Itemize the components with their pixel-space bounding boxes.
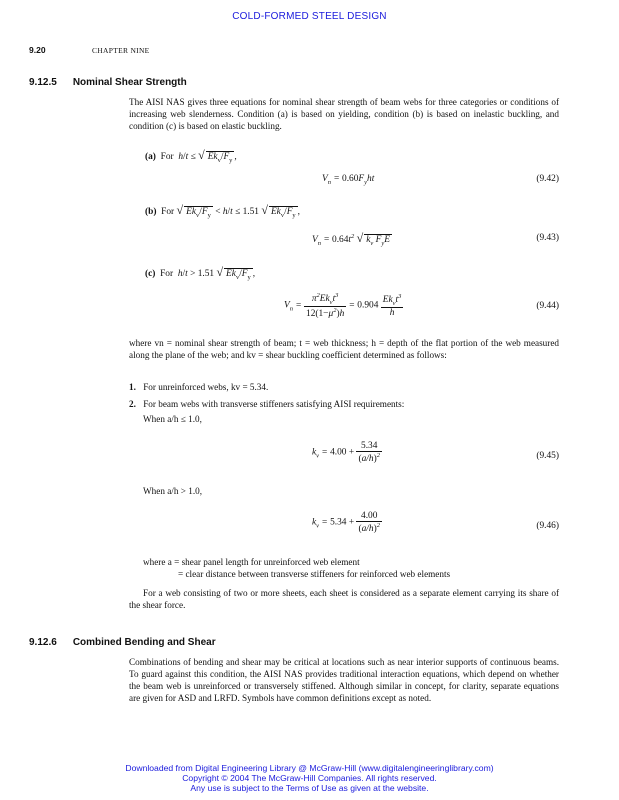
page-number: 9.20 bbox=[29, 45, 46, 55]
equation-9-46: $k_v = 5.34$ + $\frac{4.00}{(a/h)^2}$ bbox=[312, 511, 380, 535]
where-definitions: where vn = nominal shear strength of beam; t = web thickness; h = depth of the flat portion of the web measured along the plane of the web; and kv = shear buckling coefficient determined as follows: bbox=[129, 338, 559, 360]
footer-line-3: Any use is subject to the Terms of Use as given at the website. bbox=[190, 783, 429, 793]
section-heading-9-12-6 bbox=[29, 632, 216, 650]
when-condition-1: When a/h ≤ 1.0, bbox=[143, 414, 202, 424]
when-condition-2: When a/h > 1.0, bbox=[143, 486, 203, 496]
list-item-2-number: 2. bbox=[129, 399, 136, 409]
where-a-line-1: where a = shear panel length for unreinforced web element bbox=[143, 557, 360, 567]
list-item-1-text: For unreinforced webs, kv = 5.34. bbox=[143, 382, 269, 392]
section-number-2: 9.12.6 bbox=[29, 637, 57, 648]
equation-number-9-44: (9.44) bbox=[536, 301, 559, 311]
where-a-line-2: = clear distance between transverse stiffeners for reinforced web elements bbox=[178, 569, 451, 579]
condition-b: (b) For √ $Ek_v/F_y < h/t \le 1.51$ √ $Ek_v/F_y$ , bbox=[145, 203, 301, 219]
combined-bending-paragraph: Combinations of bending and shear may be critical at locations such as near interior supports of continuous beams. To guard against this condition, the AISI NAS provides traditional interaction equations, which depend on whether the beam web is unreinforced or transversely stiffened. Although similar in concept, for clarity, separate equations are given for ASD and LRFD. Symbols have common definitions except as noted. bbox=[129, 657, 559, 703]
list-item-2 bbox=[129, 399, 404, 409]
equation-9-44: $V_n$ = $\frac{\pi^2Ek_vt^3}{12(1-\mu^2)h}$ = 0.904 $\frac{Ek_vt^3}{h}$ bbox=[284, 292, 402, 320]
running-header: COLD-FORMED STEEL DESIGN bbox=[232, 11, 387, 22]
equation-9-45: $k_v = 4.00$ + $\frac{5.34}{(a/h)^2}$ bbox=[312, 441, 380, 465]
equation-number-9-42: (9.42) bbox=[536, 174, 559, 184]
section-title: Nominal Shear Strength bbox=[72, 77, 187, 88]
equation-9-43: $V_n = 0.64t^2$ √ $k_v$ $F_yE$ bbox=[312, 231, 390, 247]
section-number: 9.12.5 bbox=[29, 77, 57, 88]
equation-9-42: $V_n = 0.60F_yht$ bbox=[322, 174, 375, 186]
list-item-1 bbox=[129, 382, 268, 392]
equation-number-9-46: (9.46) bbox=[536, 521, 559, 531]
equation-number-9-43: (9.43) bbox=[536, 233, 559, 243]
footer-line-1: Downloaded from Digital Engineering Library @ McGraw-Hill (www.digitalengineeringlibrary.com) bbox=[125, 763, 494, 773]
condition-a-label: (a) bbox=[145, 152, 156, 162]
section-heading-9-12-5 bbox=[29, 72, 187, 90]
intro-paragraph: The AISI NAS gives three equations for nominal shear strength of beam webs for three categories or conditions of increasing web slenderness. Condition (a) is based on yielding, condition (b) is based on inelastic buckling, and condition (c) is based on elastic buckling. bbox=[129, 97, 559, 131]
section-title-2: Combined Bending and Shear bbox=[72, 637, 216, 648]
condition-c: (c) For h/t > 1.51 √ $Ek_v/F_y$ , bbox=[145, 265, 256, 281]
footer-line-2: Copyright © 2004 The McGraw-Hill Companies. All rights reserved. bbox=[182, 773, 437, 783]
multi-sheet-paragraph: For a web consisting of two or more sheets, each sheet is considered as a separate element carrying its share of the shear force. bbox=[129, 588, 559, 610]
list-item-1-number: 1. bbox=[129, 382, 136, 392]
condition-a: (a) For h/t ≤ √ $Ek_v/F_y$ , bbox=[145, 148, 237, 164]
chapter-label: CHAPTER NINE bbox=[92, 46, 150, 55]
equation-number-9-45: (9.45) bbox=[536, 451, 559, 461]
condition-b-label: (b) bbox=[145, 207, 157, 217]
list-item-2-text: For beam webs with transverse stiffeners satisfying AISI requirements: bbox=[143, 399, 405, 409]
condition-c-label: (c) bbox=[145, 269, 156, 279]
